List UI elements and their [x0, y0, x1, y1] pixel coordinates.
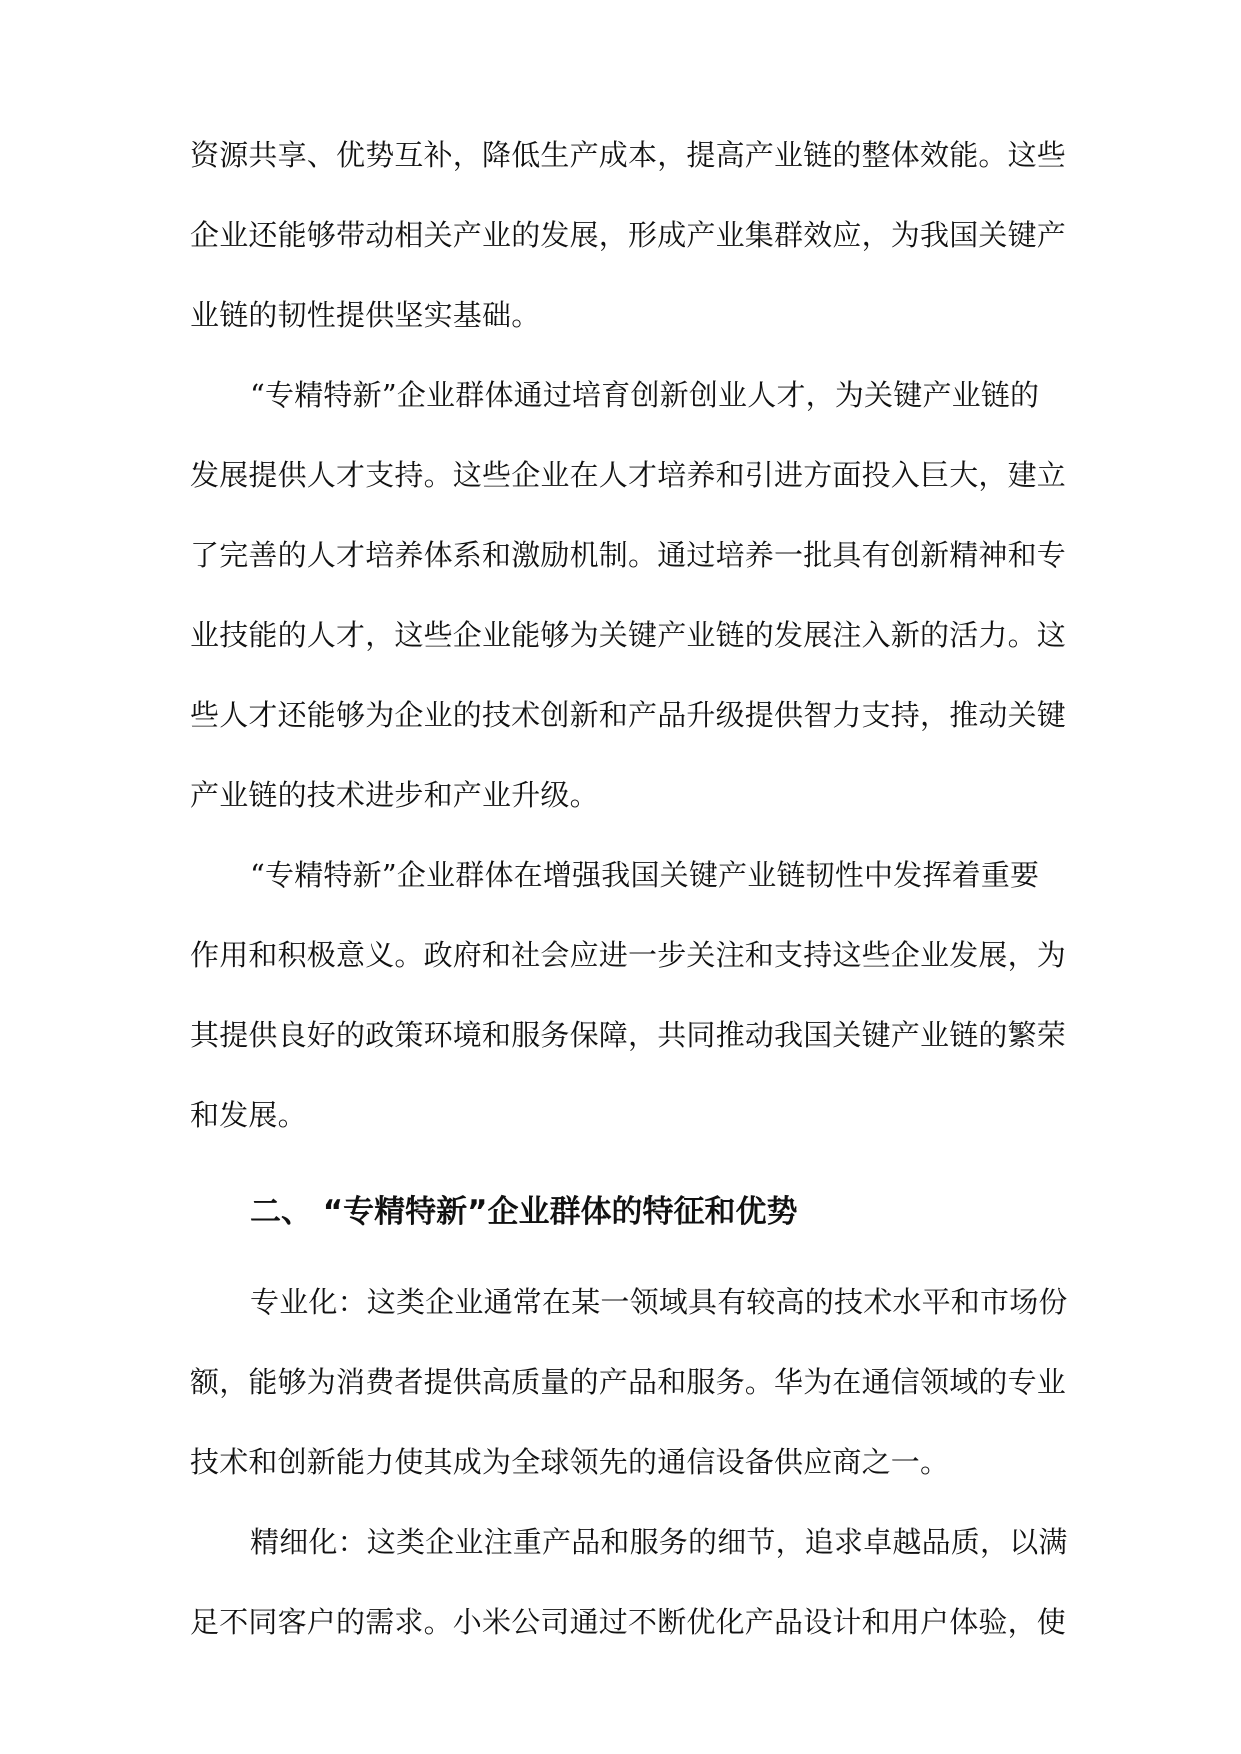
paragraph-3-line-1: “专精特新”企业群体在增强我国关键产业链韧性中发挥着重要 [250, 858, 1040, 892]
paragraph-3-line-4: 和发展。 [190, 1098, 307, 1132]
paragraph-3-line-3: 其提供良好的政策环境和服务保障，共同推动我国关键产业链的繁荣 [190, 1018, 1067, 1052]
paragraph-4-line-1: 专业化：这类企业通常在某一领域具有较高的技术水平和市场份 [250, 1285, 1068, 1319]
paragraph-2-line-6: 产业链的技术进步和产业升级。 [190, 778, 599, 812]
paragraph-4-line-3: 技术和创新能力使其成为全球领先的通信设备供应商之一。 [190, 1445, 950, 1479]
paragraph-1-line-1: 资源共享、优势互补，降低生产成本，提高产业链的整体效能。这些 [190, 138, 1067, 172]
paragraph-3-line-2: 作用和积极意义。政府和社会应进一步关注和支持这些企业发展，为 [190, 938, 1067, 972]
paragraph-2-line-2: 发展提供人才支持。这些企业在人才培养和引进方面投入巨大，建立 [190, 458, 1067, 492]
paragraph-5-line-1: 精细化：这类企业注重产品和服务的细节，追求卓越品质，以满 [250, 1525, 1068, 1559]
paragraph-2-line-5: 些人才还能够为企业的技术创新和产品升级提供智力支持，推动关键 [190, 698, 1067, 732]
paragraph-1-line-3: 业链的韧性提供坚实基础。 [190, 298, 541, 332]
paragraph-2-line-1: “专精特新”企业群体通过培育创新创业人才，为关键产业链的 [250, 378, 1040, 412]
paragraph-2-line-3: 了完善的人才培养体系和激励机制。通过培养一批具有创新精神和专 [190, 538, 1067, 572]
paragraph-4-line-2: 额，能够为消费者提供高质量的产品和服务。华为在通信领域的专业 [190, 1365, 1067, 1399]
paragraph-2-line-4: 业技能的人才，这些企业能够为关键产业链的发展注入新的活力。这 [190, 618, 1067, 652]
paragraph-1-line-2: 企业还能够带动相关产业的发展，形成产业集群效应，为我国关键产 [190, 218, 1067, 252]
section-heading: 二、 “专精特新”企业群体的特征和优势 [250, 1194, 798, 1230]
paragraph-5-line-2: 足不同客户的需求。小米公司通过不断优化产品设计和用户体验，使 [190, 1605, 1067, 1639]
